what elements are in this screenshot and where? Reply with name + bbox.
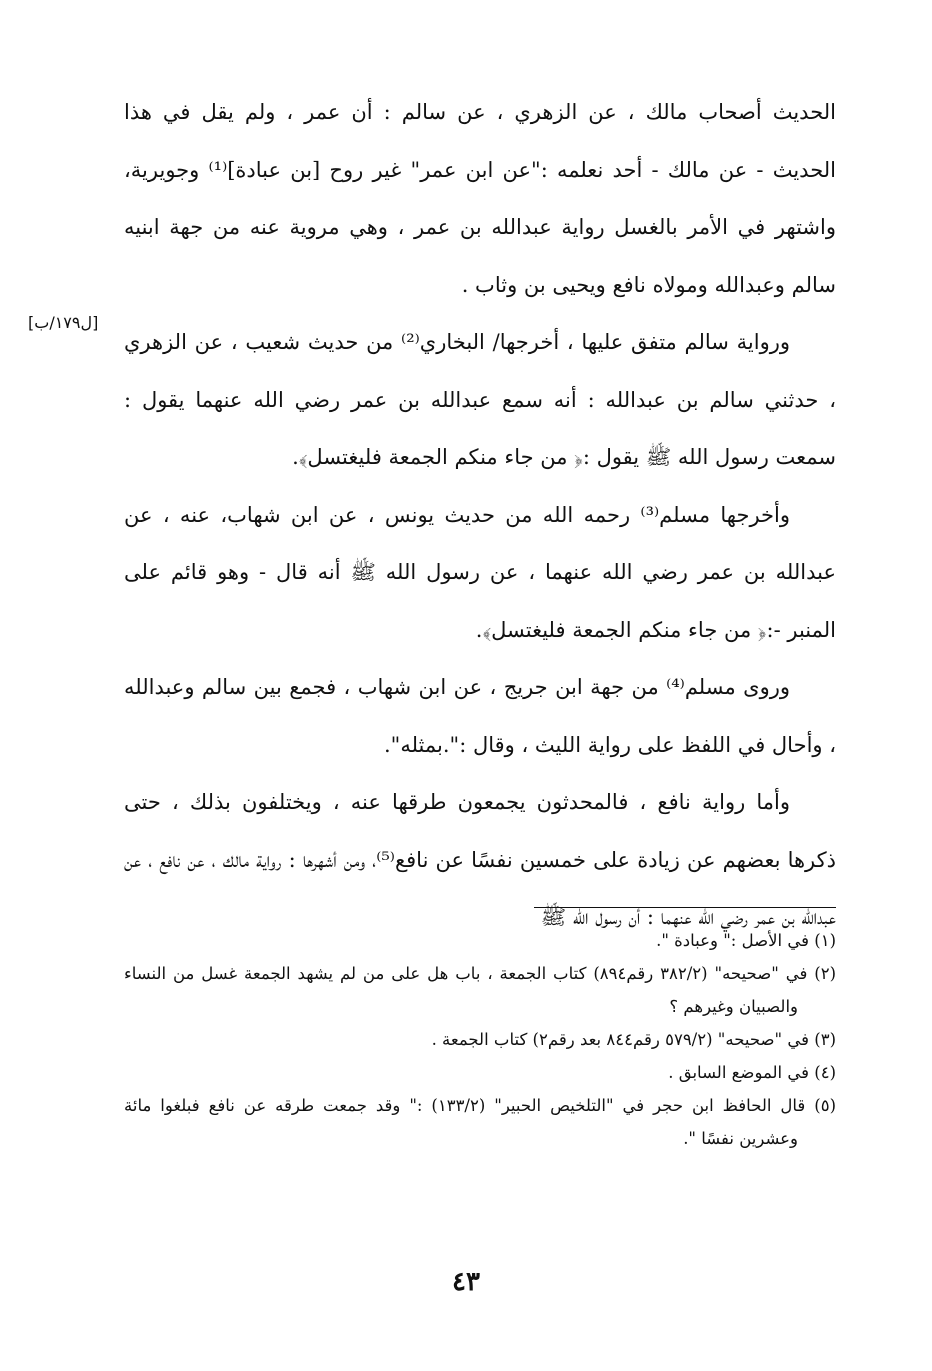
paragraph-4: وروى مسلم⁽⁴⁾ من جهة ابن جريج ، عن ابن شهاب ، فجمع بين سالم وعبدالله ، وأحال في اللفظ على رواية الليث ، وقال :".بمثله". — [124, 675, 836, 757]
footnote-1: (١) في الأصل :" وعبادة ". — [656, 931, 836, 950]
paragraph-2: ورواية سالم متفق عليها ، أخرجها/ البخاري⁽²⁾ من حديث شعيب ، عن الزهري ، حدثني سالم بن عبدالله : أنه سمع عبدالله بن عمر رضي الله عنهما يقول : سمعت رسول الله ﷺ يقول :﴿ من جاء منكم الجمعة فليغتسل﴾. — [124, 330, 836, 469]
footnote-divider — [534, 907, 836, 908]
footnote-5: (٥) قال الحافظ ابن حجر في "التلخيص الحبير" (١٣٣/٢) :" وقد جمعت طرقه عن نافع فبلغوا مائة وعشرين نفسًا ". — [124, 1096, 836, 1148]
footnote-4: (٤) في الموضع السابق . — [668, 1063, 836, 1082]
paragraph-1: الحديث أصحاب مالك ، عن الزهري ، عن سالم : أن عمر ، ولم يقل في هذا الحديث - عن مالك - أحد نعلمه :"عن ابن عمر" غير روح [بن عبادة]⁽¹⁾ وجويرية، واشتهر في الأمر بالغسل رواية عبدالله بن عمر ، وهي مروية عنه من جهة ابنيه سالم وعبدالله ومولاه نافع ويحيى بن وثاب . — [124, 100, 836, 297]
footnotes — [124, 924, 836, 1155]
page-number: ٤٣ — [452, 1267, 480, 1297]
main-text — [124, 84, 836, 947]
footnote-3: (٣) في "صحيحه" (٥٧٩/٢ رقم٨٤٤ بعد رقم٢) كتاب الجمعة . — [431, 1030, 836, 1049]
paragraph-3: وأخرجها مسلم⁽³⁾ رحمه الله من حديث يونس ، عن ابن شهاب، عنه ، عن عبدالله بن عمر رضي الله عنهما ، عن رسول الله ﷺ أنه قال - وهو قائم على المنبر -:﴿ من جاء منكم الجمعة فليغتسل﴾. — [124, 502, 836, 642]
manuscript-folio-note: [ل١٧٩/ب] — [28, 313, 99, 332]
paragraph-5: وأما رواية نافع ، فالمحدثون يجمعون طرقها عنه ، ويختلفون بذلك ، حتى ذكرها بعضهم عن زيادة على خمسين نفسًا عن نافع⁽⁵⁾، ومن أشهرها : رواية مالك ، عن نافع ، عن عبدالله بن عمر رضي الله عنهما : أن رسول الله ﷺ — [124, 790, 836, 929]
footnote-2: (٢) في "صحيحه" (٣٨٢/٢ رقم٨٩٤) كتاب الجمعة ، باب هل على من لم يشهد الجمعة غسل من النساء والصبيان وغيرهم ؟ — [124, 964, 836, 1016]
